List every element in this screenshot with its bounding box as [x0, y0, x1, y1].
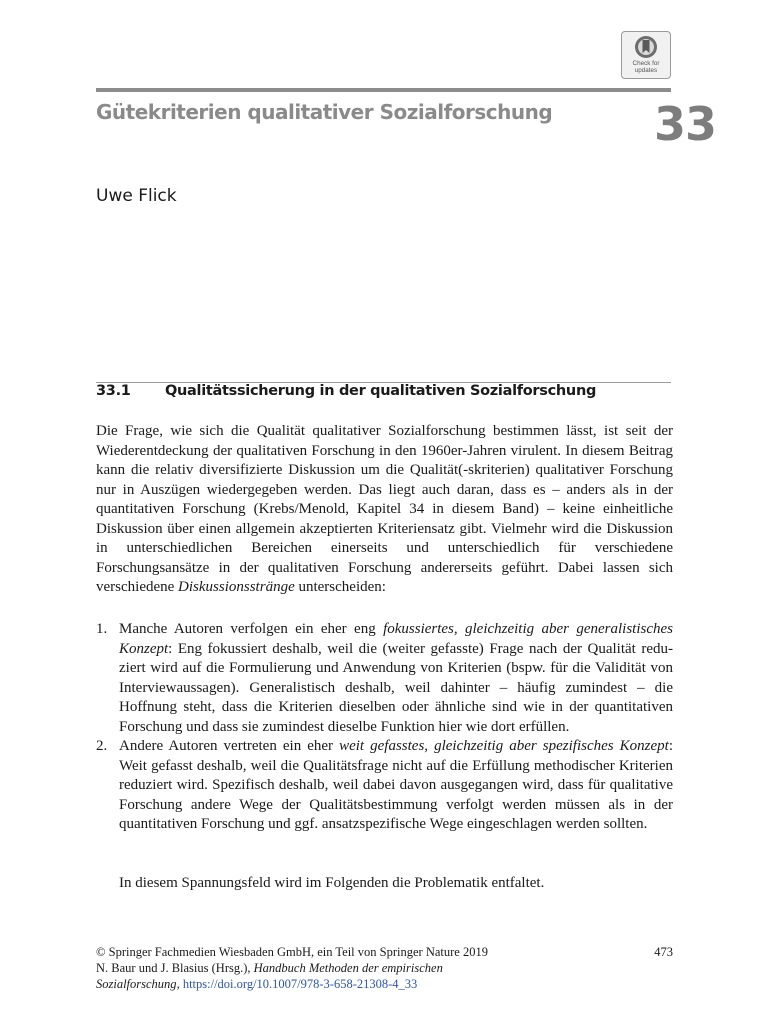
- doi-link[interactable]: https://doi.org/10.1007/978-3-658-21308-4_33: [182, 977, 418, 991]
- citation-editors: N. Baur und J. Blasius (Hrsg.),: [96, 961, 254, 975]
- author-name: Uwe Flick: [96, 186, 177, 206]
- chapter-number: 33: [653, 97, 716, 151]
- book-title-part1: Handbuch Methoden der empirischen: [253, 961, 443, 975]
- check-for-updates-badge[interactable]: [621, 31, 671, 79]
- list-item: [96, 737, 673, 835]
- list-item-text: : Eng fokussiert deshalb, weil die (weiter gefasste) Frage nach der Qualität reduziert wird auf die Formulierung und Anwendung von Kriterien (bspw. für die Validität von Interviewaussagen). Generalistisch deshalb, weil dahinter – häufig zumindest – die Hoffnung steht, dass die Kriterien dieselben oder ähnliche sind wie in der quantitativen Forschung und dass sie zumindest dieselbe Funktion hier wie dort erfüllen.: [119, 640, 673, 735]
- list-marker: 2.: [96, 738, 108, 754]
- copyright-line: © Springer Fachmedien Wiesbaden GmbH, ein Teil von Springer Nature 2019: [96, 945, 488, 959]
- badge-label-line2: updates: [634, 67, 658, 74]
- list-item-emphasis: weit gefasstes, gleichzeitig aber spezifisches Konzept: [339, 738, 669, 754]
- paragraph-end: unterscheiden:: [294, 579, 386, 595]
- list-marker: 1.: [96, 621, 108, 637]
- book-title-part2: Sozialforschung: [96, 977, 177, 991]
- list-item-intro: Andere Autoren vertreten ein eher: [119, 738, 340, 754]
- citation-separator: ,: [176, 977, 183, 991]
- citation-line-2: [96, 976, 673, 992]
- section-number: 33.1: [96, 383, 131, 399]
- footer: [96, 944, 673, 992]
- list-item-intro: Manche Autoren verfolgen ein eher eng: [119, 621, 384, 637]
- section-title: Qualitätssicherung in der qualitativen Sozialforschung: [165, 383, 597, 399]
- body-paragraph: [96, 422, 673, 598]
- badge-label-line1: Check for: [632, 60, 660, 67]
- list-item: [96, 620, 673, 737]
- numbered-list: [96, 620, 673, 835]
- paragraph-text: Die Frage, wie sich die Qualität qualitativer Sozialforschung bestimmen lässt, ist seit der Wiederentdeckung der qualitativen Forschung in den 1960er-Jahren virulent. In diesem Beitrag kann die relativ diversifizierte Diskussion um die Qualität(-skriterien) qualitativer Forschung nur in Auszügen wiedergegeben werden. Das liegt auch daran, dass es – anders als in der quantitativen Forschung (Krebs/Menold, Kapitel 34 in diesem Band) – keine einheitliche Diskussion über einen allgemein akzeptierten Kriteriensatz gibt. Vielmehr wird die Diskussion in unterschiedlichen Bereichen einerseits und unterschiedlich für verschiedene Forschungsansätze in der qualitativen Forschung andererseits geführt. Dabei lassen sich verschiedene: [96, 423, 673, 595]
- bookmark-icon: [634, 35, 658, 59]
- section-heading: [96, 383, 596, 399]
- list-item-emphasis: fokussiertes, gleichzeitig aber generalistisches Konzept: [119, 621, 674, 657]
- closing-sentence: In diesem Spannungsfeld wird im Folgenden die Problematik entfaltet.: [119, 875, 545, 891]
- paragraph-emphasis: Diskussionsstränge: [178, 579, 295, 595]
- page-number: 473: [654, 945, 673, 959]
- list-item-text: : Weit gefasst deshalb, weil die Qualitätsfrage nicht auf die Erfüllung methodischer Kriterien reduziert wird. Spezifisch deshalb, weil dabei davon ausgegangen wird, dass für qualitative Forschung andere Wege der Qualitätsbestimmung verfolgt werden müssen als in der quantitativen Forschung und ggf. ansatzspezifische Wege eingeschlagen werden sollten.: [119, 738, 673, 832]
- citation-line: [96, 960, 673, 976]
- chapter-title: Gütekriterien qualitativer Sozialforschung: [96, 100, 553, 124]
- chapter-top-rule: [96, 88, 671, 92]
